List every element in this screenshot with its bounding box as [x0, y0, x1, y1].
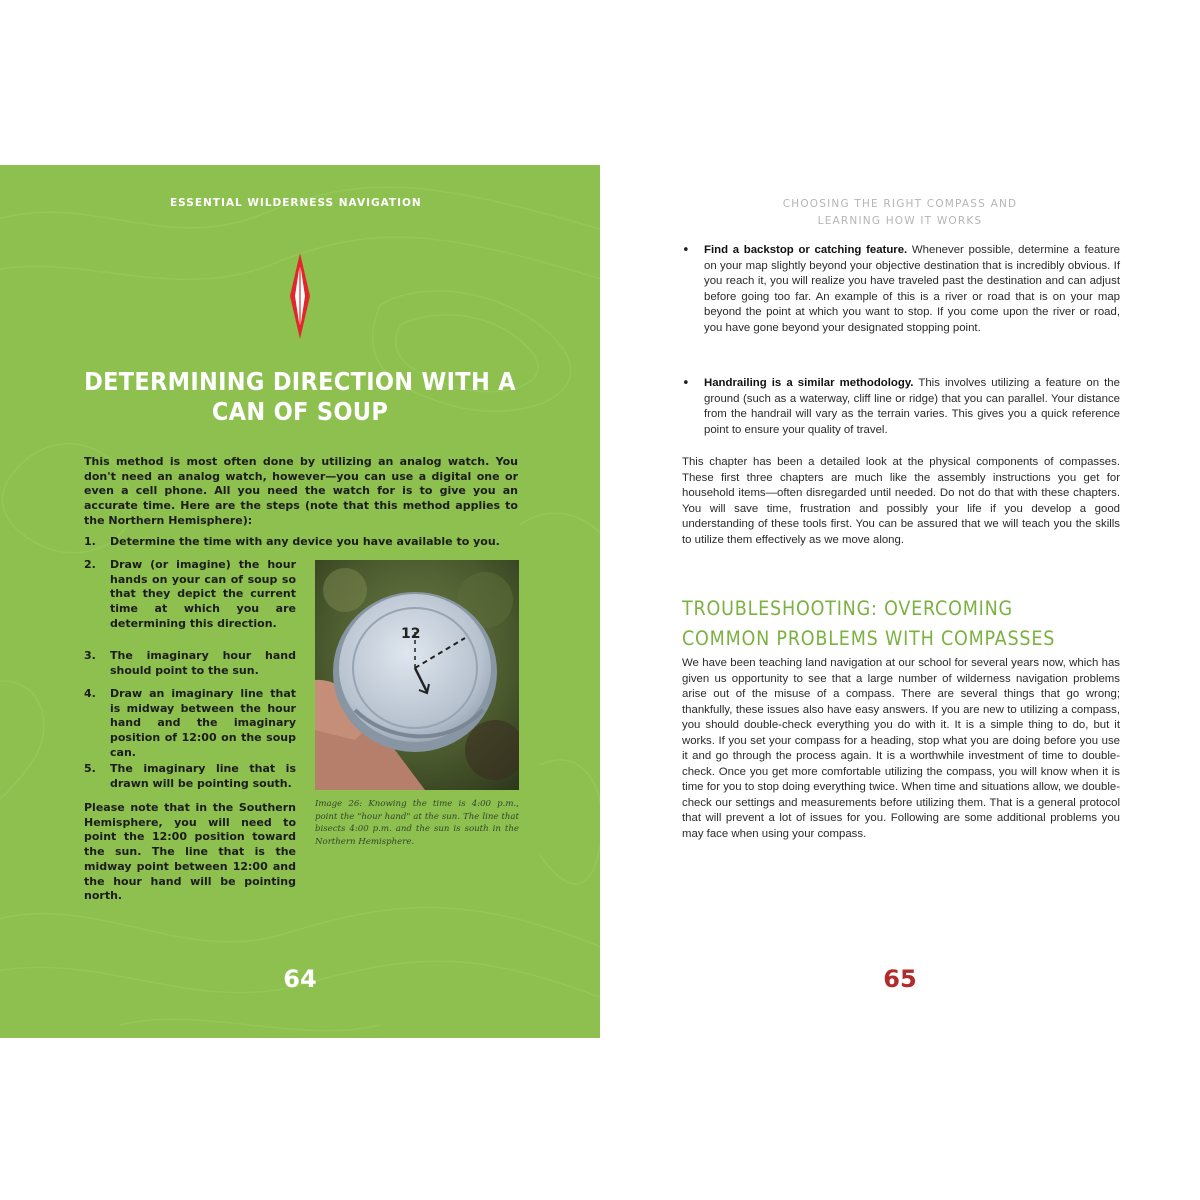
bullet-lead: Handrailing is a similar methodology. — [704, 377, 914, 389]
step-text: Draw an imaginary line that is midway between the hour hand and the imaginary position of 12:00 on the soup can. — [110, 687, 296, 759]
soup-can-photo — [315, 560, 519, 790]
intro-paragraph: This method is most often done by utilizing an analog watch. You don't need an analog watch, however—you can use a digital one or even a cell phone. All you need the watch for is to give you an accurate time. Here are the steps (note that this method applies to the Northern Hemisphere): — [84, 455, 518, 527]
step-text: The imaginary line that is drawn will be pointing south. — [110, 762, 296, 790]
bullet-item — [704, 376, 1120, 438]
step-number: 4. — [84, 687, 96, 700]
step-text: Draw (or imagine) the hour hands on your can of soup so that they depict the current time at which you are determining this direction. — [110, 558, 296, 630]
step-text: The imaginary hour hand should point to the sun. — [110, 649, 296, 677]
running-head-line-1: CHOOSING THE RIGHT COMPASS AND — [782, 198, 1018, 210]
running-head-line-2: LEARNING HOW IT WORKS — [817, 215, 983, 227]
photo-caption: Image 26: Knowing the time is 4:00 p.m., point the "hour hand" at the sun. The line that bisects 4:00 p.m. and the sun is south in the Northern Hemisphere. — [315, 799, 519, 847]
section-heading — [682, 594, 1122, 654]
southern-hemisphere-note: Please note that in the Southern Hemisphere, you will need to point the 12:00 position toward the sun. The line that is the midway point between 12:00 and the hour hand will be pointing north. — [84, 801, 296, 903]
section-heading-line-2: COMMON PROBLEMS WITH COMPASSES — [682, 627, 1056, 650]
chapter-section-title — [82, 367, 518, 427]
svg-text:12: 12 — [401, 626, 421, 642]
bullet-item — [704, 243, 1120, 336]
step-number: 5. — [84, 762, 96, 775]
running-head-right — [740, 196, 1060, 230]
page-number-right: 65 — [883, 965, 917, 993]
chapter-summary-paragraph: This chapter has been a detailed look at the physical components of compasses. These first three chapters are much like the assembly instructions you get for household items—often disregarded until needed. Do not do that with these chapters. You will save time, frustration and possibly your life if you develop a good understanding of these tools first. You can be assured that we will teach you the skills to utilize them effectively as we move along. — [682, 456, 1120, 546]
step-number: 2. — [84, 558, 96, 571]
bullet-lead: Find a backstop or catching feature. — [704, 244, 908, 256]
bullet-text: This involves utilizing a feature on the ground (such as a waterway, cliff line or ridge) that you can parallel. Your distance from the handrail will vary as the terrain varies. This gives you a quick reference point to ensure your quality of travel. — [704, 377, 1120, 436]
title-line-2: CAN OF SOUP — [211, 397, 389, 426]
bullet-icon: • — [682, 376, 690, 391]
compass-needle-icon — [288, 253, 312, 339]
bullet-text: Whenever possible, determine a feature on your map slightly beyond your objective destination that is incredibly obvious. If you reach it, you will realize you have traveled past the destination and can adjust before going too far. An example of this is a river or road that is on your map beyond the point at which you want to stop. If you come upon the river or road, you have gone beyond your designated stopping point. — [704, 244, 1120, 334]
troubleshooting-paragraph: We have been teaching land navigation at our school for several years now, which has given us opportunity to see that a large number of wilderness navigation problems arise out of the misuse of a compass. There are several things that go wrong; thankfully, these issues also have easy answers. If you are new to utilizing a compass, you should double-check everything you do with it. It is a simple thing to do, but it works. If you set your compass for a heading, stop what you are doing before you use it and go through the process again. It is a worthwhile investment of time to double-check. Once you get more comfortable utilizing the compass, you will know when it is time for you to stop doing everything twice. When time and situations allow, we double-check our settings and measurements before utilizing them. That is a general protocol that will prevent a lot of issues for you. Following are some additional problems you may face when using your compass. — [682, 657, 1120, 840]
page-number-left: 64 — [283, 965, 317, 993]
section-heading-line-1: TROUBLESHOOTING: OVERCOMING — [682, 597, 1013, 620]
step-text: Determine the time with any device you have available to you. — [110, 535, 500, 548]
running-head: ESSENTIAL WILDERNESS NAVIGATION — [170, 197, 422, 209]
bullet-icon: • — [682, 243, 690, 258]
title-line-1: DETERMINING DIRECTION WITH A — [84, 367, 516, 396]
step-number: 3. — [84, 649, 96, 662]
step-number: 1. — [84, 535, 96, 548]
